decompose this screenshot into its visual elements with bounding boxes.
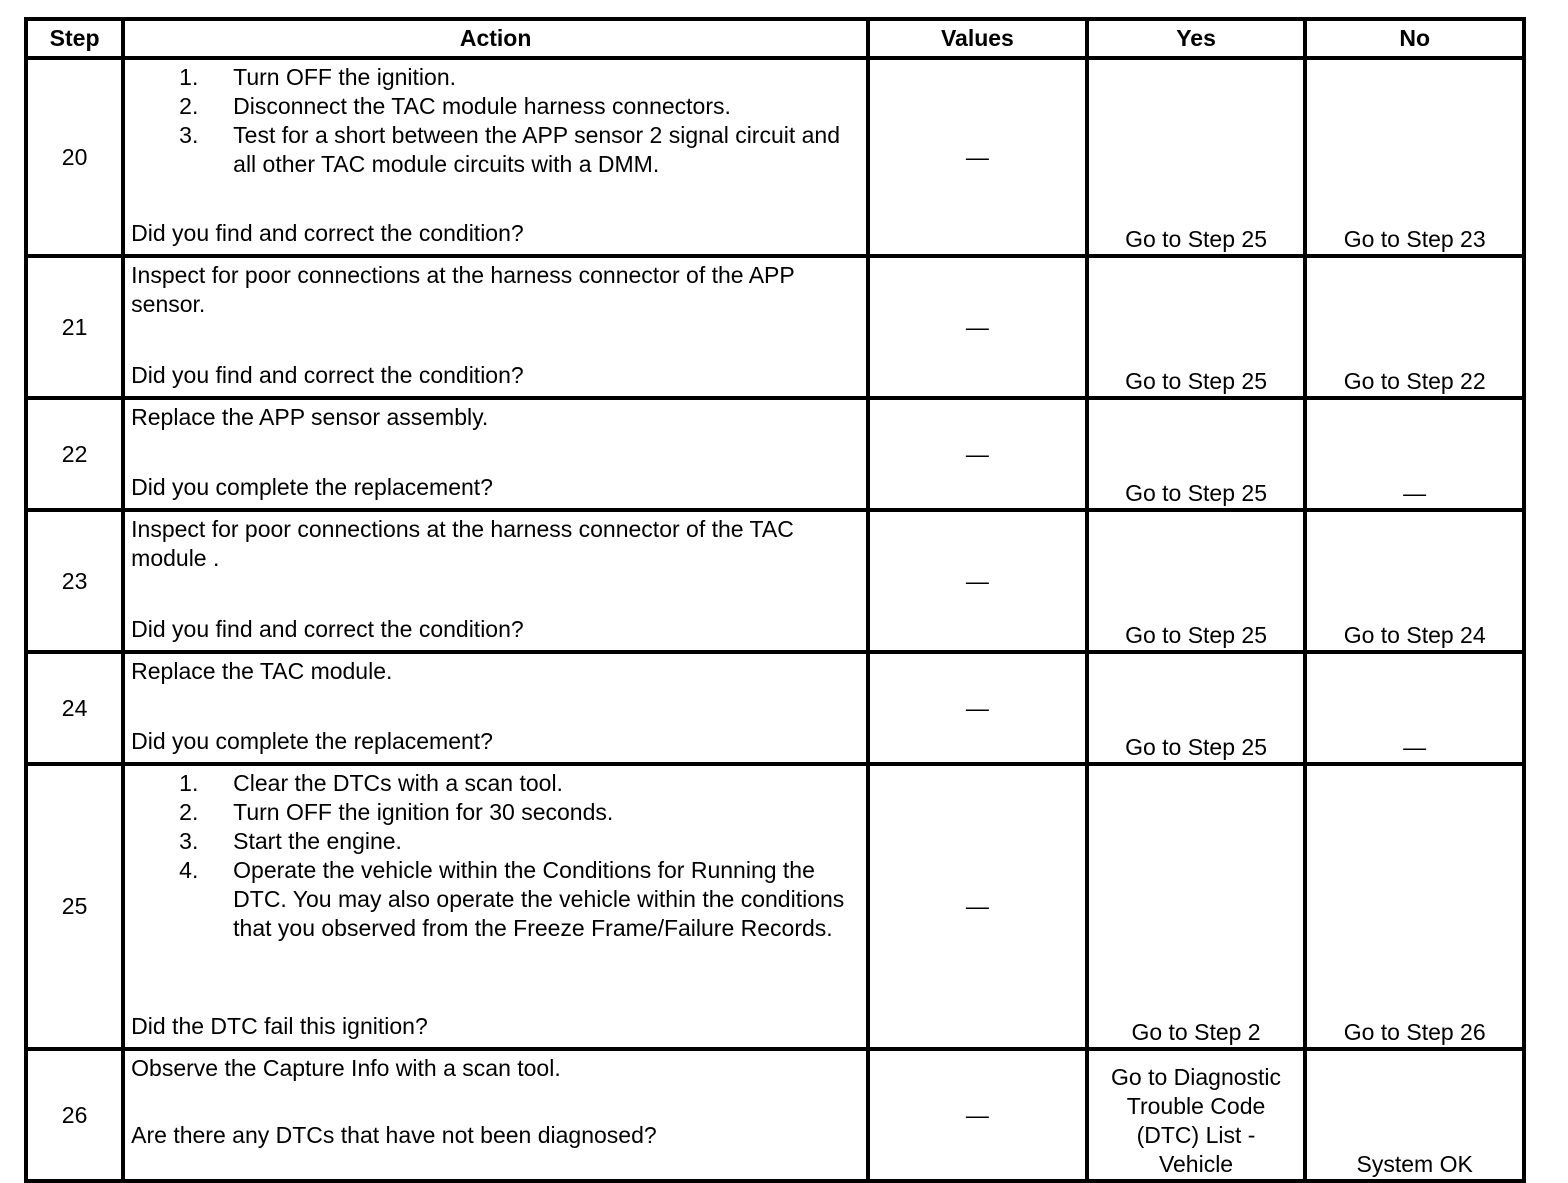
table-row <box>26 398 1524 510</box>
yes-cell: Go to Step 25 <box>1087 510 1306 652</box>
step-number: 26 <box>26 1049 123 1181</box>
action-cell <box>123 510 868 652</box>
values-cell: — <box>868 58 1087 256</box>
values-cell: — <box>868 652 1087 764</box>
step-number: 22 <box>26 398 123 510</box>
action-cell <box>123 652 868 764</box>
procedure-list <box>131 63 860 179</box>
list-text: Turn OFF the ignition. <box>233 64 457 90</box>
list-text: Clear the DTCs with a scan tool. <box>233 770 563 796</box>
table-row <box>26 764 1524 1049</box>
no-cell: Go to Step 23 <box>1305 58 1524 256</box>
list-item <box>131 121 860 179</box>
yes-cell: Go to Step 25 <box>1087 652 1306 764</box>
question-text: Did you find and correct the condition? <box>131 220 524 246</box>
values-cell: — <box>868 256 1087 398</box>
yes-cell: Go to Step 25 <box>1087 58 1306 256</box>
table-row <box>26 1049 1524 1181</box>
step-number: 23 <box>26 510 123 652</box>
action-cell <box>123 58 868 256</box>
question-text: Did the DTC fail this ignition? <box>131 1013 428 1039</box>
list-number: 3. <box>179 828 199 854</box>
action-cell <box>123 764 868 1049</box>
no-cell: Go to Step 22 <box>1305 256 1524 398</box>
header-row <box>26 19 1524 58</box>
header-values: Values <box>868 19 1087 58</box>
yes-cell: Go to Step 2 <box>1087 764 1306 1049</box>
question-text: Did you find and correct the condition? <box>131 362 524 388</box>
step-number: 24 <box>26 652 123 764</box>
instruction-text: Replace the TAC module. <box>131 658 393 684</box>
list-number: 2. <box>179 93 199 119</box>
list-item <box>131 856 860 943</box>
list-text: Start the engine. <box>233 828 402 854</box>
action-cell <box>123 256 868 398</box>
yes-cell: Go to Step 25 <box>1087 256 1306 398</box>
step-number: 20 <box>26 58 123 256</box>
list-item <box>131 798 860 827</box>
no-cell: — <box>1305 398 1524 510</box>
no-cell: Go to Step 26 <box>1305 764 1524 1049</box>
list-text: Turn OFF the ignition for 30 seconds. <box>233 799 614 825</box>
list-number: 1. <box>179 770 199 796</box>
list-item <box>131 92 860 121</box>
values-cell: — <box>868 764 1087 1049</box>
no-cell: — <box>1305 652 1524 764</box>
header-action: Action <box>123 19 868 58</box>
list-text: Disconnect the TAC module harness connectors. <box>233 93 731 119</box>
table-row <box>26 256 1524 398</box>
list-number: 3. <box>179 122 199 148</box>
list-text: Operate the vehicle within the Conditions for Running the DTC. You may also operate the vehicle within the conditions that you observed from the Freeze Frame/Failure Records. <box>233 857 845 941</box>
list-text: Test for a short between the APP sensor 2 signal circuit and all other TAC module circuits with a DMM. <box>233 122 841 177</box>
instruction-text: Inspect for poor connections at the harness connector of the APP sensor. <box>131 262 795 317</box>
no-cell: System OK <box>1305 1049 1524 1181</box>
step-number: 25 <box>26 764 123 1049</box>
question-text: Did you complete the replacement? <box>131 474 493 500</box>
question-text: Did you complete the replacement? <box>131 728 493 754</box>
instruction-text: Observe the Capture Info with a scan tool. <box>131 1055 561 1081</box>
step-number: 21 <box>26 256 123 398</box>
list-number: 1. <box>179 64 199 90</box>
instruction-text: Replace the APP sensor assembly. <box>131 404 489 430</box>
values-cell: — <box>868 510 1087 652</box>
action-cell <box>123 398 868 510</box>
yes-cell: Go to Step 25 <box>1087 398 1306 510</box>
table-row <box>26 510 1524 652</box>
yes-cell: Go to Diagnostic Trouble Code (DTC) List - Vehicle <box>1087 1049 1306 1181</box>
procedure-list <box>131 769 860 943</box>
list-item <box>131 769 860 798</box>
values-cell: — <box>868 398 1087 510</box>
header-yes: Yes <box>1087 19 1306 58</box>
diagnostic-table <box>24 17 1526 1183</box>
action-cell <box>123 1049 868 1181</box>
instruction-text: Inspect for poor connections at the harness connector of the TAC module . <box>131 516 794 571</box>
values-cell: — <box>868 1049 1087 1181</box>
list-item <box>131 827 860 856</box>
table-row <box>26 58 1524 256</box>
list-item <box>131 63 860 92</box>
header-no: No <box>1305 19 1524 58</box>
list-number: 2. <box>179 799 199 825</box>
list-number: 4. <box>179 857 199 883</box>
question-text: Did you find and correct the condition? <box>131 616 524 642</box>
question-text: Are there any DTCs that have not been diagnosed? <box>131 1122 657 1148</box>
no-cell: Go to Step 24 <box>1305 510 1524 652</box>
header-step: Step <box>26 19 123 58</box>
table-row <box>26 652 1524 764</box>
